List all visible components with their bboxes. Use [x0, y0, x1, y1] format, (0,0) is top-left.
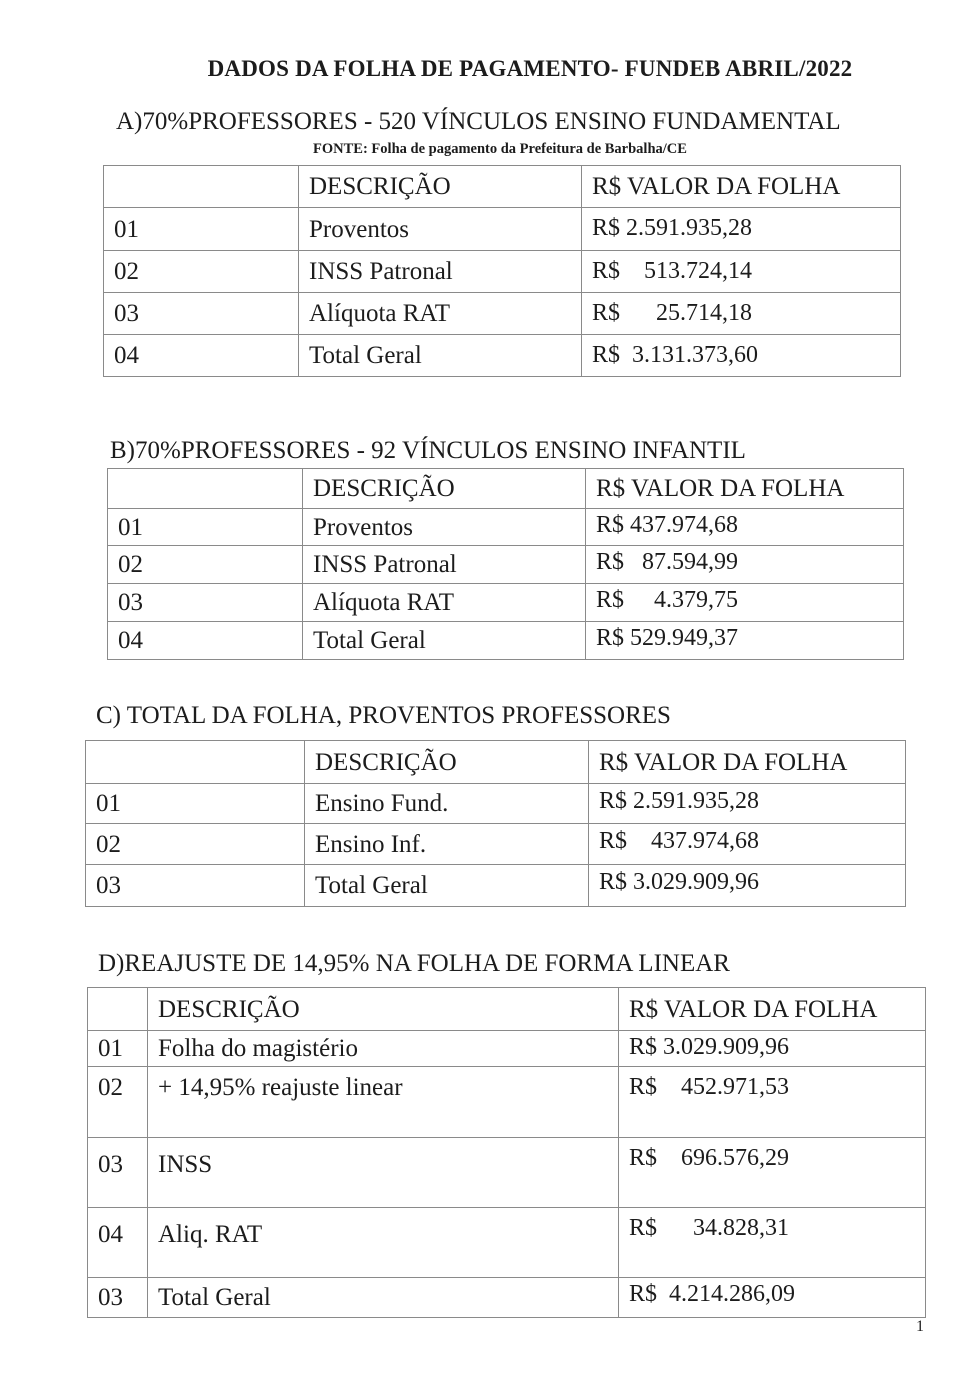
row-value: R$ 437.974,68 — [589, 824, 906, 865]
header-description: DESCRIÇÃO — [305, 741, 589, 784]
row-description: Ensino Inf. — [305, 824, 589, 865]
table-row — [108, 622, 904, 660]
row-description: INSS — [148, 1138, 619, 1208]
row-value: R$ 4.379,75 — [586, 584, 904, 622]
header-value: R$ VALOR DA FOLHA — [586, 469, 904, 509]
row-description: + 14,95% reajuste linear — [148, 1067, 619, 1138]
row-num: 04 — [108, 622, 303, 660]
table-header-row — [88, 988, 926, 1031]
row-value: R$ 529.949,37 — [586, 622, 904, 660]
row-description: Total Geral — [299, 335, 582, 377]
row-description: Proventos — [299, 208, 582, 251]
row-value: R$ 437.974,68 — [586, 509, 904, 546]
row-value: R$ 3.029.909,96 — [619, 1031, 926, 1067]
row-value: R$ 3.029.909,96 — [589, 865, 906, 907]
row-value: R$ 25.714,18 — [582, 293, 901, 335]
table-row — [88, 1138, 926, 1208]
table-row — [104, 208, 901, 251]
header-description: DESCRIÇÃO — [148, 988, 619, 1031]
header-num — [104, 166, 299, 208]
table-row — [88, 1031, 926, 1067]
table-header-row — [104, 166, 901, 208]
table-header-row — [86, 741, 906, 784]
document-title: DADOS DA FOLHA DE PAGAMENTO- FUNDEB ABRIL/2022 — [207, 56, 853, 81]
table-row — [108, 509, 904, 546]
row-value: R$ 3.131.373,60 — [582, 335, 901, 377]
section-d-title: D)REAJUSTE DE 14,95% NA FOLHA DE FORMA LINEAR — [98, 950, 730, 977]
row-description: INSS Patronal — [299, 251, 582, 293]
header-value: R$ VALOR DA FOLHA — [589, 741, 906, 784]
row-value: R$ 452.971,53 — [619, 1067, 926, 1138]
table-row — [108, 546, 904, 584]
header-value: R$ VALOR DA FOLHA — [582, 166, 901, 208]
row-value: R$ 4.214.286,09 — [619, 1278, 926, 1318]
section-c-title: C) TOTAL DA FOLHA, PROVENTOS PROFESSORES — [96, 702, 671, 729]
row-value: R$ 87.594,99 — [586, 546, 904, 584]
row-num: 03 — [108, 584, 303, 622]
header-num — [108, 469, 303, 509]
header-value: R$ VALOR DA FOLHA — [619, 988, 926, 1031]
row-num: 01 — [104, 208, 299, 251]
row-num: 01 — [108, 509, 303, 546]
row-num: 03 — [88, 1138, 148, 1208]
section-a-title: A)70%PROFESSORES - 520 VÍNCULOS ENSINO FUNDAMENTAL — [116, 108, 841, 135]
row-description: Folha do magistério — [148, 1031, 619, 1067]
source-note: FONTE: Folha de pagamento da Prefeitura de Barbalha/CE — [313, 141, 687, 157]
row-num: 01 — [86, 784, 305, 824]
row-value: R$ 513.724,14 — [582, 251, 901, 293]
section-b-title: B)70%PROFESSORES - 92 VÍNCULOS ENSINO INFANTIL — [110, 437, 746, 464]
row-num: 03 — [86, 865, 305, 907]
row-num: 04 — [88, 1208, 148, 1278]
header-num — [88, 988, 148, 1031]
row-description: Total Geral — [305, 865, 589, 907]
row-description: Aliq. RAT — [148, 1208, 619, 1278]
row-description: Proventos — [303, 509, 586, 546]
row-num: 03 — [104, 293, 299, 335]
header-description: DESCRIÇÃO — [299, 166, 582, 208]
table-header-row — [108, 469, 904, 509]
row-description: Total Geral — [148, 1278, 619, 1318]
row-num: 02 — [104, 251, 299, 293]
row-description: Total Geral — [303, 622, 586, 660]
row-value: R$ 2.591.935,28 — [589, 784, 906, 824]
table-row — [88, 1067, 926, 1138]
row-description: Alíquota RAT — [299, 293, 582, 335]
table-row — [104, 293, 901, 335]
row-value: R$ 2.591.935,28 — [582, 208, 901, 251]
table-row — [88, 1208, 926, 1278]
page-number: 1 — [916, 1318, 924, 1335]
header-num — [86, 741, 305, 784]
table-row — [108, 584, 904, 622]
row-num: 04 — [104, 335, 299, 377]
row-num: 02 — [108, 546, 303, 584]
row-description: Ensino Fund. — [305, 784, 589, 824]
table-row — [86, 784, 906, 824]
table-b — [107, 468, 904, 660]
table-row — [86, 824, 906, 865]
row-num: 03 — [88, 1278, 148, 1318]
row-description: Alíquota RAT — [303, 584, 586, 622]
header-description: DESCRIÇÃO — [303, 469, 586, 509]
table-row — [86, 865, 906, 907]
table-row — [104, 335, 901, 377]
table-a — [103, 165, 901, 377]
row-num: 01 — [88, 1031, 148, 1067]
row-num: 02 — [88, 1067, 148, 1138]
table-d — [87, 987, 926, 1318]
row-value: R$ 34.828,31 — [619, 1208, 926, 1278]
row-value: R$ 696.576,29 — [619, 1138, 926, 1208]
table-c — [85, 740, 906, 907]
table-row — [88, 1278, 926, 1318]
row-num: 02 — [86, 824, 305, 865]
table-row — [104, 251, 901, 293]
row-description: INSS Patronal — [303, 546, 586, 584]
